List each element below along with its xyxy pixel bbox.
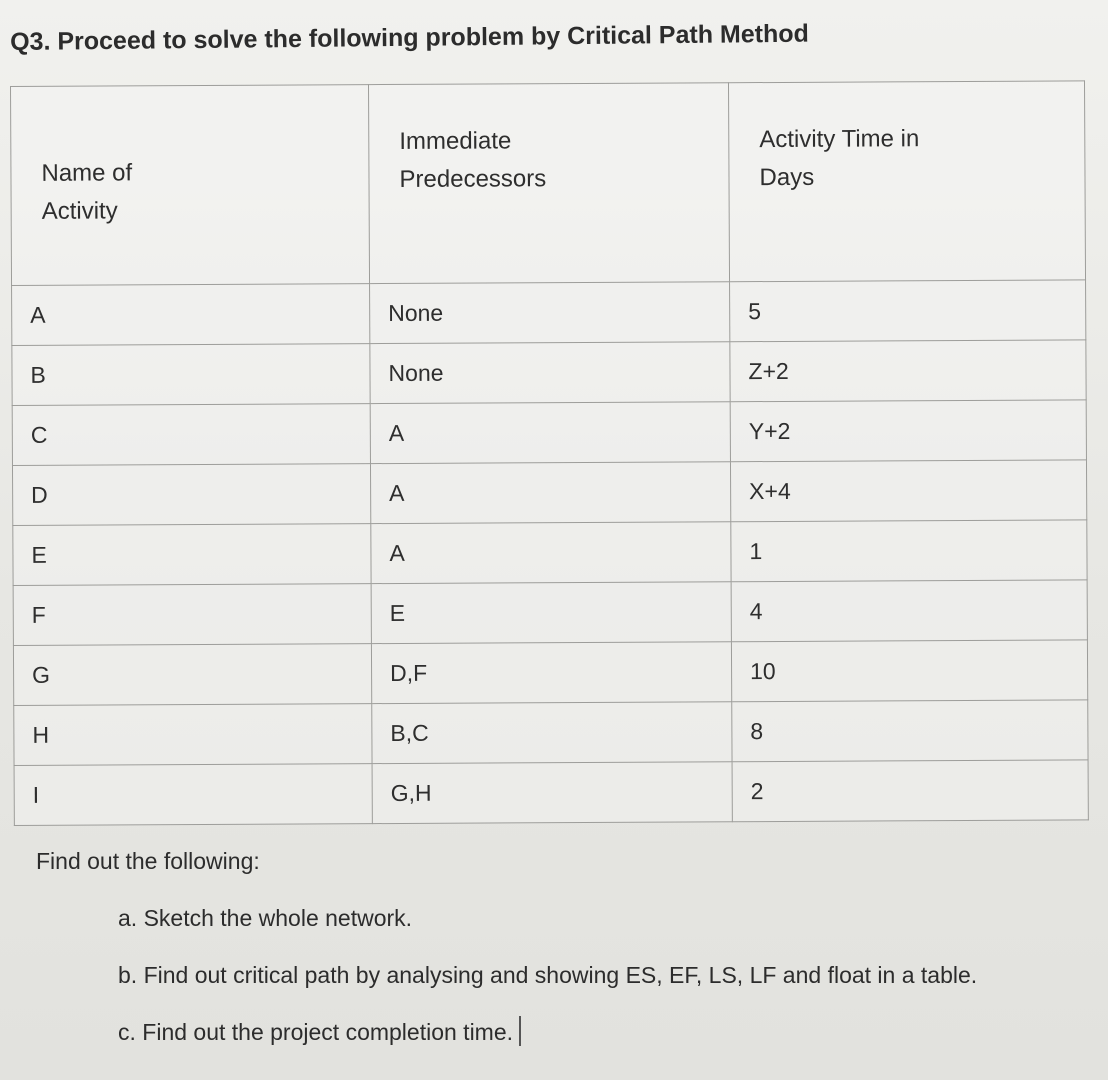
table-row [12,280,1086,346]
cell-activity: F [13,584,371,646]
cell-time: 2 [732,760,1088,822]
task-b-text: b. Find out critical path by analysing and showing ES, EF, LS, LF and float in a table. [118,962,978,988]
table-row [12,460,1086,526]
cell-time: 4 [731,580,1087,642]
header-name-of-activity [11,85,370,286]
table-row [14,760,1088,826]
cell-time: 10 [731,640,1087,702]
question-title: Q3. Proceed to solve the following problem by Critical Path Method [10,19,809,56]
header-pred-line1: Immediate [399,127,512,155]
cell-activity: H [14,704,372,766]
cell-activity: E [13,524,371,586]
table-header-row [11,81,1086,286]
cell-activity: A [12,284,370,346]
cell-predecessors: None [370,342,730,404]
table-row [12,400,1086,466]
table-row [13,580,1087,646]
cell-time: Y+2 [730,400,1086,462]
header-pred-line2: Predecessors [399,165,547,193]
table-row [13,520,1087,586]
cell-activity: C [12,404,370,466]
header-time-line1: Activity Time in [759,125,920,154]
table-row [13,640,1087,706]
cell-activity: D [12,464,370,526]
cell-activity: G [13,644,371,706]
activity-table-container [10,80,1088,826]
task-c-line[interactable] [118,1016,521,1046]
cell-predecessors: None [370,282,730,344]
cell-predecessors: D,F [371,642,731,704]
cell-activity: B [12,344,370,406]
cell-time: X+4 [730,460,1086,522]
header-immediate-predecessors [368,83,729,284]
cell-time: 1 [731,520,1087,582]
header-activity-time [728,81,1085,282]
cell-activity: I [14,764,372,826]
table-row [12,340,1086,406]
cell-time: 8 [732,700,1088,762]
task-a-text: a. Sketch the whole network. [118,905,413,931]
cell-time: 5 [730,280,1086,342]
cell-time: Z+2 [730,340,1086,402]
find-out-heading: Find out the following: [36,848,260,874]
header-name-line2: Activity [41,197,118,225]
table-row [14,700,1088,766]
cell-predecessors: G,H [372,762,732,824]
cell-predecessors: A [370,462,730,524]
cell-predecessors: B,C [372,702,732,764]
header-name-line1: Name of [41,159,133,187]
cell-predecessors: A [371,522,731,584]
header-time-line2: Days [759,163,815,192]
task-c-text: c. Find out the project completion time. [118,1019,514,1045]
text-cursor [519,1016,521,1046]
activity-table [10,80,1089,826]
cell-predecessors: E [371,582,731,644]
cell-predecessors: A [370,402,730,464]
